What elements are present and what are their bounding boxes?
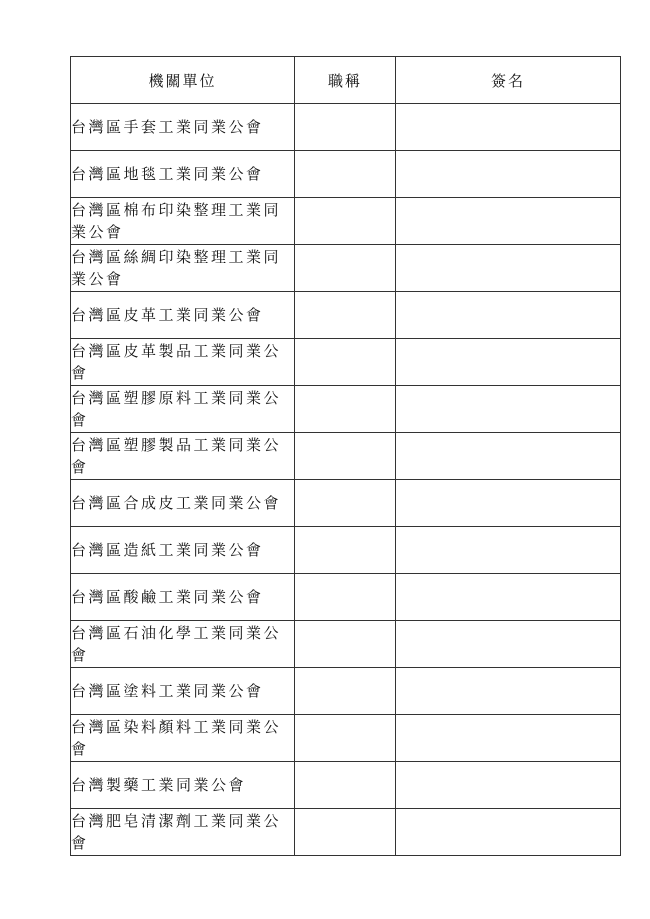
title-cell <box>295 621 396 668</box>
title-cell <box>295 809 396 856</box>
table-row <box>71 339 621 386</box>
agency-name: 台灣區手套工業同業公會 <box>71 104 295 151</box>
title-cell <box>295 480 396 527</box>
agency-name: 台灣區造紙工業同業公會 <box>71 527 295 574</box>
table-row <box>71 621 621 668</box>
signature-cell <box>396 339 621 386</box>
title-cell <box>295 292 396 339</box>
signature-cell <box>396 621 621 668</box>
table-row <box>71 198 621 245</box>
signature-cell <box>396 715 621 762</box>
table-row <box>71 527 621 574</box>
title-cell <box>295 762 396 809</box>
table-row <box>71 292 621 339</box>
agency-name: 台灣區皮革製品工業同業公會 <box>71 339 295 386</box>
title-cell <box>295 245 396 292</box>
title-cell <box>295 527 396 574</box>
signature-cell <box>396 245 621 292</box>
table-row <box>71 668 621 715</box>
title-cell <box>295 433 396 480</box>
title-cell <box>295 386 396 433</box>
agency-name: 台灣區棉布印染整理工業同業公會 <box>71 198 295 245</box>
signature-cell <box>396 433 621 480</box>
signature-cell <box>396 198 621 245</box>
agency-name: 台灣區地毯工業同業公會 <box>71 151 295 198</box>
header-title: 職稱 <box>295 57 396 104</box>
table-row <box>71 245 621 292</box>
signature-cell <box>396 151 621 198</box>
title-cell <box>295 668 396 715</box>
agency-name: 台灣區塑膠製品工業同業公會 <box>71 433 295 480</box>
signature-cell <box>396 809 621 856</box>
table-row <box>71 809 621 856</box>
sign-in-table <box>70 56 621 856</box>
signature-cell <box>396 480 621 527</box>
title-cell <box>295 104 396 151</box>
title-cell <box>295 339 396 386</box>
agency-name: 台灣區塗料工業同業公會 <box>71 668 295 715</box>
signature-cell <box>396 527 621 574</box>
title-cell <box>295 574 396 621</box>
header-agency: 機關單位 <box>71 57 295 104</box>
signature-cell <box>396 386 621 433</box>
table-row <box>71 151 621 198</box>
agency-name: 台灣區染料顏料工業同業公會 <box>71 715 295 762</box>
agency-name: 台灣區塑膠原料工業同業公會 <box>71 386 295 433</box>
table-row <box>71 715 621 762</box>
agency-name: 台灣區絲綢印染整理工業同業公會 <box>71 245 295 292</box>
signature-cell <box>396 762 621 809</box>
agency-name: 台灣區石油化學工業同業公會 <box>71 621 295 668</box>
table-row <box>71 762 621 809</box>
signature-cell <box>396 104 621 151</box>
table-row <box>71 386 621 433</box>
agency-name: 台灣區酸鹼工業同業公會 <box>71 574 295 621</box>
table-row <box>71 104 621 151</box>
table-row <box>71 433 621 480</box>
table-row <box>71 574 621 621</box>
signature-cell <box>396 574 621 621</box>
header-signature: 簽名 <box>396 57 621 104</box>
title-cell <box>295 715 396 762</box>
title-cell <box>295 151 396 198</box>
agency-name: 台灣區皮革工業同業公會 <box>71 292 295 339</box>
signature-cell <box>396 292 621 339</box>
table-header-row <box>71 57 621 104</box>
agency-name: 台灣區合成皮工業同業公會 <box>71 480 295 527</box>
agency-name: 台灣肥皂清潔劑工業同業公會 <box>71 809 295 856</box>
signature-cell <box>396 668 621 715</box>
title-cell <box>295 198 396 245</box>
agency-name: 台灣製藥工業同業公會 <box>71 762 295 809</box>
table-row <box>71 480 621 527</box>
